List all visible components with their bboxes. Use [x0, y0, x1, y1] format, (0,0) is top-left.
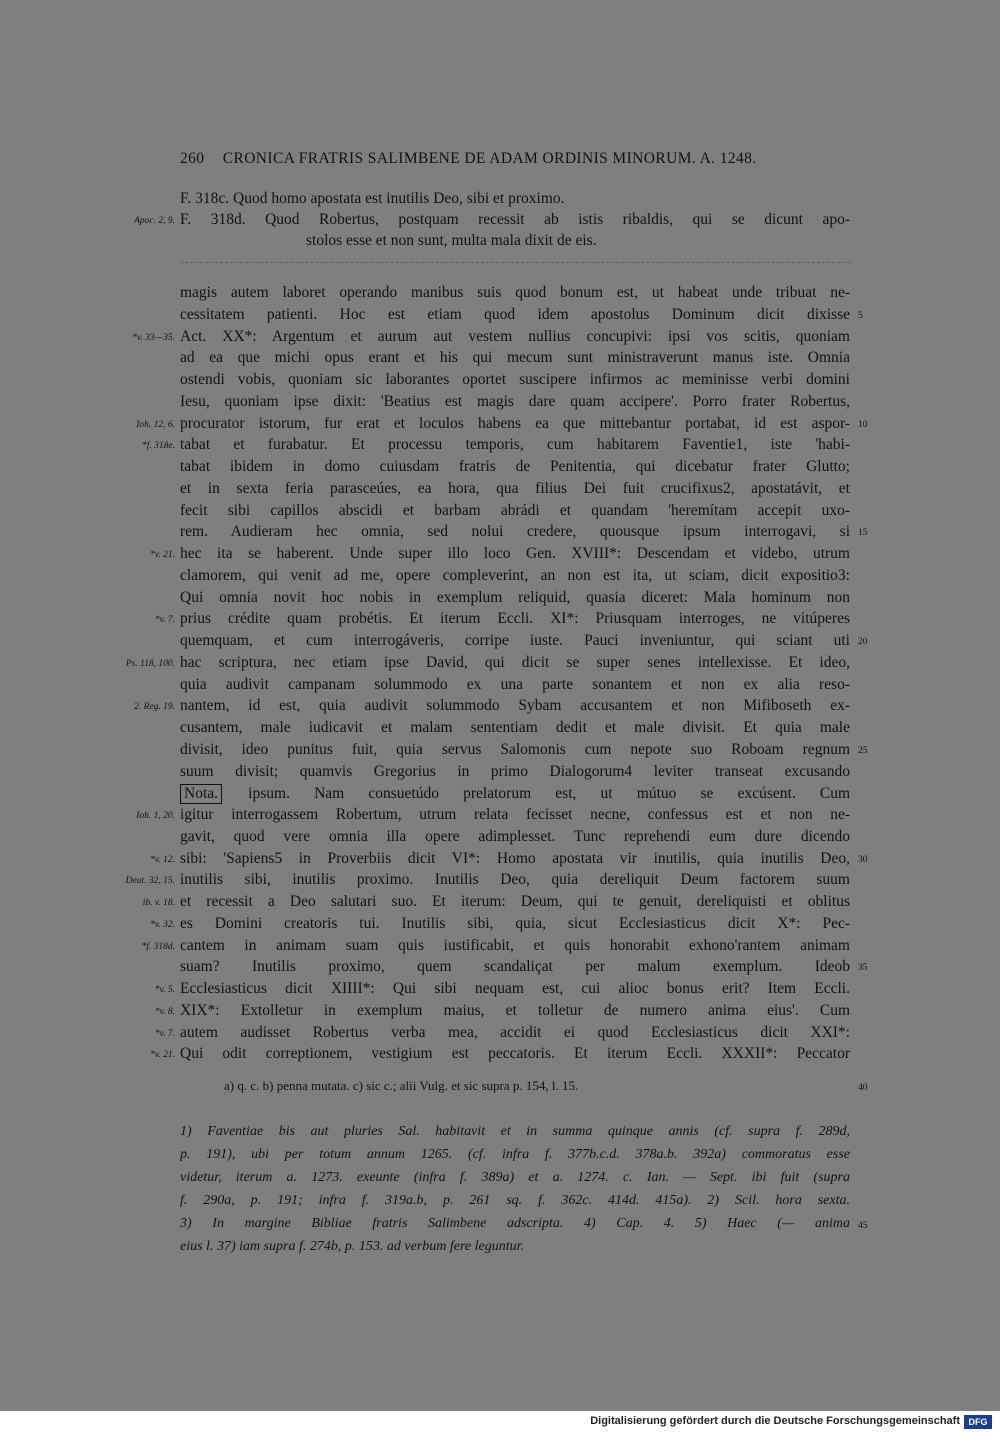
line-text: et recessit a Deo salutari suo. Et iterum: Deum, qui te genuit, dereliquisti et oblitus [180, 893, 850, 910]
text-line [0, 328, 1000, 350]
footnote-text: f. 290a, p. 191; infra f. 319a.b, p. 261 sq. f. 362c. 414d. 415a). 2) Scil. hora sexta. [180, 1193, 850, 1208]
text-line [0, 1045, 1000, 1067]
line-text: hec ita se haberent. Unde super illo loco Gen. XVIII*: Descendam et videbo, utrum [180, 545, 850, 562]
text-line [0, 1002, 1000, 1024]
line-text: suum divisit; quamvis Gregorius in primo Dialogorum4 leviter transeat excusando [180, 762, 850, 780]
margin-reference: *v. 8. [154, 1006, 175, 1017]
text-line [0, 980, 1000, 1002]
footnote-line [0, 1170, 1000, 1192]
line-text: es Domini creatoris tui. Inutilis sibi, quia, sicut Ecclesiasticus dicit X*: Pec- [180, 914, 850, 932]
margin-reference: *v. 12. [150, 854, 175, 865]
credit-bar [0, 1411, 1000, 1434]
text-line [0, 784, 1000, 806]
margin-reference: Deut. 32, 15. [125, 876, 175, 887]
text-line [0, 871, 1000, 893]
text-line [0, 393, 1000, 415]
line-text: XIX*: Extolletur in exemplum maius, et tolletur de numero anima eius'. Cum [180, 1001, 850, 1019]
footnote-line [0, 1216, 1000, 1238]
line-text: rem. Audieram hec omnia, sed nolui credere, quousque ipsum interrogavi, si [180, 523, 850, 541]
line-text: Act. XX*: Argentum et aurum aut vestem nullius concupivi: ipsi vos scitis, quoniam [180, 327, 850, 345]
footnote-text: eius l. 37) iam supra f. 274b, p. 153. ad verbum fere leguntur. [180, 1239, 525, 1254]
line-text: Qui odit correptionem, vestigium est peccatoris. Et iterum Eccli. XXXII*: Peccator [180, 1045, 850, 1063]
margin-reference: *v. 7. [154, 615, 175, 626]
text-line [0, 523, 1000, 545]
line-text [180, 784, 850, 804]
line-text: ad ea que michi opus erant et his qui mecum sunt ministraverunt manus iste. Omnia [180, 349, 850, 367]
text-line [0, 306, 1000, 328]
text-line [0, 763, 1000, 785]
contents-text: F. 318c. Quod homo apostata est inutilis Deo, sibi et proximo. [180, 190, 565, 207]
text-line [0, 719, 1000, 741]
text-line [0, 436, 1000, 458]
margin-reference: Ioh. 1, 20. [136, 811, 175, 821]
margin-reference: *f. 318d. [141, 941, 175, 952]
text-line [0, 567, 1000, 589]
text-line [0, 458, 1000, 480]
text-line [0, 893, 1000, 915]
text-line [0, 371, 1000, 393]
margin-reference: *v. 5. [154, 985, 175, 995]
line-text: quia audivit campanam solummodo ex una parte sonantem et non ex alia reso- [180, 675, 850, 693]
text-line [0, 632, 1000, 654]
text-line [0, 284, 1000, 306]
text-line [0, 545, 1000, 567]
line-number: 25 [858, 745, 868, 756]
margin-reference: *v. 7. [154, 1028, 175, 1039]
text-line [0, 741, 1000, 763]
margin-reference: *v. 21. [150, 1050, 175, 1061]
margin-reference: *v. 32. [150, 919, 175, 930]
margin-reference: *f. 318e. [142, 441, 175, 452]
line-text: cantem in animam suam quis iustificabit, et quis honorabit exhono'rantem animam [180, 936, 850, 954]
line-text: divisit, ideo punitus fuit, quia servus Salomonis cum nepote suo Roboam regnum [180, 740, 850, 758]
line-text: Iesu, quoniam ipse dixit: 'Beatius est magis dare quam accipere'. Porro frater Robertus, [180, 392, 850, 410]
line-number: 5 [858, 310, 863, 321]
line-text: cessitatem patienti. Hoc est etiam quod idem apostolus Dominum dicit dixisse [180, 305, 850, 323]
footnote-line [0, 1124, 1000, 1146]
line-number: 10 [858, 419, 868, 430]
dfg-logo: DFG [964, 1415, 992, 1429]
line-text: Qui omnia novit hoc nobis in exemplum reliquid, quasia diceret: Mala hominum non [180, 588, 850, 606]
line-text: sibi: 'Sapiens5 in Proverbiis dicit VI*: Homo apostata vir inutilis, quia inutilis Deo, [180, 849, 850, 867]
margin-reference: 2. Reg. 19. [134, 702, 175, 713]
text-line [0, 480, 1000, 502]
contents-text: F. 318d. Quod Robertus, postquam recessit ab istis ribaldis, qui se dicunt apo- [180, 211, 850, 228]
contents-line [0, 232, 1000, 254]
text-line [0, 828, 1000, 850]
line-text: tabat et furabatur. Et processu temporis, cum habitarem Faventie1, iste 'habi- [180, 436, 850, 454]
text-line [0, 1024, 1000, 1046]
line-text: procurator istorum, fur erat et loculos habens ea que mittebantur portabat, id est aspor- [180, 414, 850, 432]
text-line [0, 915, 1000, 937]
text-line [0, 806, 1000, 828]
margin-reference: *v. 33—35. [132, 332, 175, 343]
line-text: clamorem, qui venit ad me, opere compleverint, an non est ita, ut sciam, dicit expositio3: [180, 566, 850, 584]
line-text: nantem, id est, quia audivit solummodo Sybam accusantem et non Mifiboseth ex- [180, 697, 850, 715]
text-line [0, 589, 1000, 611]
separator [180, 262, 850, 273]
footnote-text: p. 191), ubi per totum annum 1265. (cf. infra f. 377b.c.d. 378a.b. 392a) commoratus esse [180, 1147, 850, 1162]
line-text: ostendi vobis, quoniam sic laborantes oportet suscipere infirmos ac meminisse verbi domini [180, 371, 850, 388]
text-line [0, 676, 1000, 698]
line-number: 20 [858, 637, 868, 647]
text-line [0, 697, 1000, 719]
footnote-text: 1) Faventiae bis aut pluries Sal. habitavit et in summa quinque annis (cf. supra f. 289d, [180, 1124, 850, 1139]
text-line [0, 349, 1000, 371]
line-text: tabat ibidem in domo cuiusdam fratris de Penitentia, qui dicebatur frater Glutto; [180, 458, 850, 475]
contents-text: stolos esse et non sunt, multa mala dixit de eis. [306, 232, 597, 249]
line-text: prius crédite quam probétis. Et iterum Eccli. XI*: Priusquam interroges, ne vitúperes [180, 610, 850, 628]
footnote-line [0, 1239, 1000, 1261]
margin-reference: Ioh. 12, 6. [136, 419, 175, 430]
running-title: CRONICA FRATRIS SALIMBENE DE ADAM ORDINIS MINORUM. A. 1248. [222, 150, 757, 167]
line-text: et in sexta feria parasceúes, ea hora, qua filius Dei fuit crucifixus2, apostatávit, et [180, 479, 850, 497]
line-text: quemquam, et cum interrogáveris, corripe iuste. Pauci inveniuntur, qui sciant uti [180, 632, 850, 649]
line-number: 15 [858, 528, 868, 539]
line-text: autem audisset Robertus verba mea, accidit ei quod Ecclesiasticus dicit XXI*: [180, 1023, 850, 1041]
nota-box: Nota. [180, 784, 222, 804]
line-text: inutilis sibi, inutilis proximo. Inutilis Deo, quia dereliquit Deum factorem suum [180, 871, 850, 889]
text-line [0, 654, 1000, 676]
line-text: igitur interrogassem Robertum, utrum relata fecisset necne, confessus est et non ne- [180, 806, 850, 823]
running-header [180, 150, 810, 168]
credit-text: Digitalisierung gefördert durch die Deutsche Forschungsgemeinschaft [590, 1415, 960, 1427]
line-text-rest: ipsum. Nam consuetúdo prelatorum est, ut mútuo se excúsent. Cum [248, 785, 850, 803]
line-text: Ecclesiasticus dicit XIIII*: Qui sibi nequam est, cui alioc bonus erit? Item Eccli. [180, 980, 850, 997]
line-text: magis autem laboret operando manibus suis quod bonum est, ut habeat unde tribuat ne- [180, 284, 850, 301]
footnote-text: 3) In margine Bibliae fratris Salimbene adscripta. 4) Cap. 4. 5) Haec (— anima [180, 1216, 850, 1231]
margin-reference: ib. v. 18. [142, 898, 175, 908]
contents-line [0, 211, 1000, 233]
line-text: cusantem, male iudicavit et malam sententiam dedit et male divisit. Et quia male [180, 719, 850, 736]
line-number: 45 [858, 1221, 868, 1231]
text-line [0, 610, 1000, 632]
text-line [0, 415, 1000, 437]
line-number: 35 [858, 963, 868, 974]
line-text: hac scriptura, nec etiam ipse David, qui dicit se super senes intellexisse. Et ideo, [180, 653, 850, 671]
line-text: gavit, quod vere omnia illa opere adimplesset. Tunc reprehendi eum dure dicendo [180, 827, 850, 845]
margin-reference: Apoc. 2, 9. [134, 216, 175, 226]
text-line [0, 850, 1000, 872]
margin-reference: Ps. 118, 100. [125, 658, 175, 669]
text-line [0, 937, 1000, 959]
text-line [0, 502, 1000, 524]
margin-reference: *v. 21. [150, 550, 175, 560]
line-text: suam? Inutilis proximo, quem scandaliçat per malum exemplum. Ideob [180, 958, 850, 976]
apparatus-text: a) q. c. b) penna mutata. c) sic c.; alii Vulg. et sic supra p. 154, l. 15. [224, 1078, 579, 1093]
footnote-line [0, 1147, 1000, 1169]
text-line [0, 958, 1000, 980]
line-number: 40 [858, 1083, 868, 1093]
footnote-text: videtur, iterum a. 1273. exeunte (infra f. 389a) et a. 1274. c. Ian. — Sept. ibi fuit (supra [180, 1170, 850, 1185]
footnote-line [0, 1193, 1000, 1215]
line-text: fecit sibi capillos abscidi et barbam abrádi et quandam 'heremítam accepit uxo- [180, 501, 850, 519]
page-number: 260 [180, 150, 205, 167]
contents-line [0, 190, 1000, 212]
apparatus-line [0, 1078, 1000, 1100]
line-number: 30 [858, 854, 868, 865]
